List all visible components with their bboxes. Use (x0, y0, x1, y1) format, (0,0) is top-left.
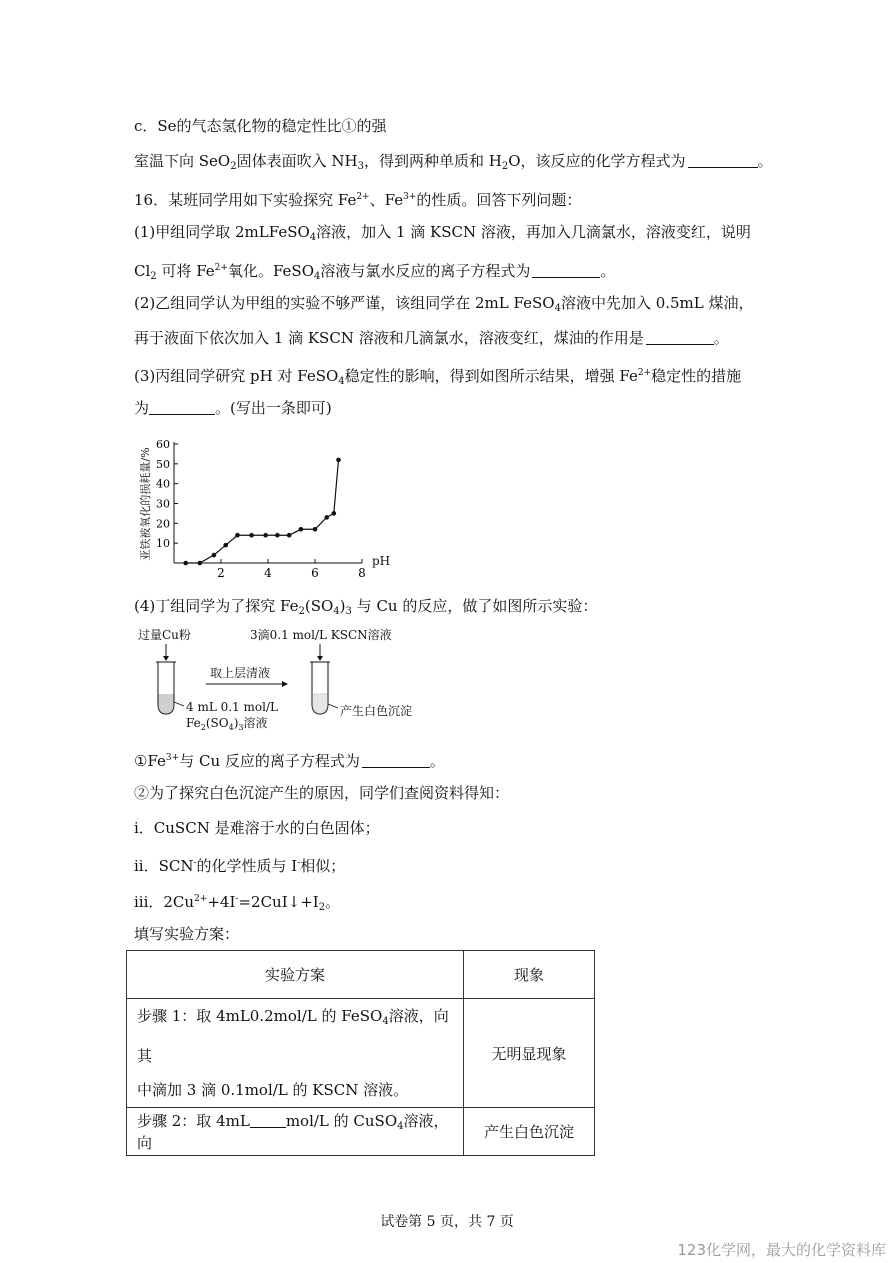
answer-blank[interactable] (646, 330, 714, 345)
p3-text-2: 稳定性的影响，得到如图所示结果，增强 Fe (344, 367, 638, 385)
arrow-label: 取上层清液 (210, 666, 271, 680)
p1c-text-4: 溶液与氯水反应的离子方程式为 (320, 262, 531, 280)
table-header-row (127, 951, 595, 999)
row1-text-3: 中滴加 3 滴 0.1mol/L 的 KSCN 溶液。 (137, 1081, 409, 1099)
p3-text-3: 稳定性的措施 (651, 367, 742, 385)
data-point (249, 533, 254, 538)
p1c-text-2: 可将 Fe (156, 262, 215, 280)
subscript: 4 (338, 376, 345, 387)
data-point (287, 533, 292, 538)
c-option-line (134, 116, 387, 136)
superscript: 2+ (356, 192, 370, 202)
part-4-line (134, 596, 597, 622)
data-point (263, 533, 268, 538)
series-line (186, 460, 339, 563)
cu-powder-label: 过量Cu粉 (138, 628, 191, 642)
info-iii-text-2: +4I (207, 893, 236, 911)
answer-blank[interactable] (688, 153, 758, 168)
data-point (299, 527, 304, 532)
row2-text-3: 溶液，向 (137, 1112, 449, 1152)
superscript: 2+ (194, 894, 208, 904)
subscript: 4 (314, 271, 321, 282)
answer-blank[interactable] (250, 1113, 286, 1128)
sub-1-line (134, 748, 445, 771)
data-point (275, 533, 280, 538)
arrow-head (317, 656, 323, 661)
pointer-line (174, 702, 184, 706)
p2c-text: 再于液面下依次加入 1 滴 KSCN 溶液和几滴氯水，溶液变红，煤油的作用是 (134, 329, 644, 347)
info-ii-line (134, 853, 345, 876)
part-2-cont-line (134, 328, 729, 348)
period: 。 (757, 152, 773, 170)
info-ii-text-3: 相似； (300, 857, 346, 875)
fill-plan-line (134, 924, 239, 944)
part-2-line (134, 293, 754, 319)
s1-text-1: ①Fe (134, 752, 166, 770)
superscript: 3+ (403, 192, 417, 202)
data-point (235, 533, 240, 538)
y-ticks (156, 438, 178, 550)
subscript: 3 (238, 723, 244, 732)
p2-text-2: 溶液中先加入 0.5mL 煤油， (560, 294, 754, 312)
p1c-text-1: Cl (134, 262, 151, 280)
ph-chart (134, 430, 394, 580)
tube-label-part: (SO (205, 716, 229, 730)
info-iii-text-4: 。 (325, 893, 341, 911)
sub-2-line (134, 783, 509, 803)
seo2-text-1: 室温下向 SeO (134, 152, 231, 170)
seo2-question-line (134, 151, 773, 177)
data-point (313, 527, 318, 532)
subscript: 2 (318, 902, 326, 913)
info-ii-text-1: ii．SCN (134, 857, 194, 875)
x-tick-label: 8 (358, 566, 366, 580)
p3-text-1: (3)丙组同学研究 pH 对 FeSO (134, 367, 339, 385)
seo2-text-4: O，该反应的化学方程式为 (508, 152, 686, 170)
info-ii-text-2: 的化学性质与 I (196, 857, 298, 875)
part-1-cont-line (134, 258, 615, 287)
header-plan: 实验方案 (127, 951, 464, 999)
p4-text-4: 与 Cu 的反应，做了如图所示实验： (351, 597, 598, 615)
row1-text-1: 步骤 1：取 4mL0.2mol/L 的 FeSO (137, 1007, 383, 1025)
x-tick-label: 6 (311, 566, 319, 580)
chart-ylabel: 亚铁被氧化的损耗量/% (139, 447, 152, 561)
y-tick-label: 50 (156, 457, 170, 471)
x-tick-label: 4 (264, 566, 272, 580)
info-iii-text-3: =2CuI↓+I (238, 893, 319, 911)
question-16-line (134, 187, 581, 210)
data-point (324, 515, 329, 520)
row2-text-2: mol/L 的 CuSO (285, 1112, 398, 1130)
y-tick-label: 40 (156, 477, 170, 491)
period: 。 (429, 752, 445, 770)
info-i-line (134, 818, 380, 838)
subscript: 4 (309, 232, 317, 243)
y-tick-label: 10 (156, 537, 170, 551)
superscript: 2+ (214, 263, 228, 273)
y-tick-label: 20 (156, 517, 170, 531)
c-option-text: c．Se的气态氢化物的稳定性比①的强 (134, 117, 387, 135)
liquid-left (159, 694, 174, 714)
subscript: 2 (298, 606, 305, 617)
x-ticks (217, 559, 366, 580)
subscript: 2 (200, 723, 206, 732)
row1-plan (127, 999, 464, 1108)
data-point (183, 561, 188, 566)
subscript: 2 (150, 271, 157, 282)
s1-text-2: 与 Cu 反应的离子方程式为 (179, 752, 360, 770)
kscn-label: 3滴0.1 mol/L KSCN溶液 (250, 628, 392, 642)
subscript: 4 (333, 606, 340, 617)
row2-text-1: 步骤 2：取 4mL (137, 1112, 250, 1130)
q16-text-3: 的性质。回答下列问题： (416, 191, 582, 209)
y-tick-label: 60 (156, 438, 170, 451)
data-point (332, 511, 337, 516)
arrow-head (282, 681, 288, 687)
watermark: 123化学网，最大的化学资料库 (677, 1241, 886, 1259)
header-observation: 现象 (464, 951, 595, 999)
subscript: 2 (501, 161, 509, 172)
s2-text: ②为了探究白色沉淀产生的原因，同学们查阅资料得知： (134, 784, 510, 802)
arrow-head (163, 656, 169, 661)
tube-left-label-2 (186, 716, 268, 735)
tube-label-part: 溶液 (243, 716, 268, 730)
superscript: - (193, 858, 197, 868)
seo2-text-3: ，得到两种单质和 H (363, 152, 502, 170)
superscript: 2+ (637, 368, 652, 378)
info-iii-text-1: iii．2Cu (134, 893, 195, 911)
series-points (183, 458, 340, 566)
tube-left-label-1: 4 mL 0.1 mol/L (186, 700, 278, 714)
chart-xlabel: pH (372, 554, 391, 568)
subscript: 4 (228, 723, 234, 732)
superscript: - (297, 858, 301, 868)
superscript: - (235, 894, 239, 904)
p3c-text-2: 。(写出一条即可) (215, 399, 332, 417)
pointer-line (328, 704, 338, 708)
answer-blank[interactable] (362, 753, 430, 768)
page-footer: 试卷第 5 页，共 7 页 (380, 1214, 514, 1230)
q16-text-2: 、Fe (369, 191, 404, 209)
data-point (198, 561, 203, 566)
period: 。 (600, 262, 616, 280)
experiment-table (126, 950, 595, 1156)
y-tick-label: 30 (156, 497, 170, 511)
subscript: 4 (382, 1016, 389, 1027)
p4-text-3: ) (339, 597, 346, 615)
answer-blank[interactable] (149, 400, 215, 415)
subscript: 4 (397, 1121, 404, 1132)
table-row (127, 1108, 595, 1156)
tube-label-part: Fe (186, 716, 201, 730)
row1-observation: 无明显现象 (464, 999, 595, 1108)
p2-text-1: (2)乙组同学认为甲组的实验不够严谨，该组同学在 2mL FeSO (134, 294, 555, 312)
q16-text-1: 16．某班同学用如下实验探究 Fe (134, 191, 357, 209)
tube-right-label: 产生白色沉淀 (340, 704, 413, 718)
part-1-line (134, 222, 751, 248)
row2-observation: 产生白色沉淀 (464, 1108, 595, 1156)
row2-plan (127, 1108, 464, 1156)
period: 。 (713, 329, 729, 347)
tube-label-part: ) (233, 716, 239, 730)
answer-blank[interactable] (532, 263, 600, 278)
data-point (223, 543, 228, 548)
row1-text-2: 溶液，向其 (137, 1007, 449, 1065)
p3c-text-1: 为 (134, 399, 150, 417)
subscript: 3 (345, 606, 352, 617)
fill-plan-text: 填写实验方案： (134, 925, 240, 943)
part-3-cont-line (134, 398, 332, 418)
p4-text-2: (SO (304, 597, 334, 615)
part-3-line (134, 363, 741, 392)
experiment-figure (134, 624, 434, 732)
x-tick-label: 2 (217, 566, 225, 580)
data-point (212, 553, 217, 558)
table-row (127, 999, 595, 1108)
data-point (336, 458, 341, 463)
subscript: 4 (554, 303, 561, 314)
p1-text-2: 溶液，加入 1 滴 KSCN 溶液，再加入几滴氯水，溶液变红，说明 (316, 223, 751, 241)
precipitate-right (313, 694, 328, 714)
p4-text-1: (4)丁组同学为了探究 Fe (134, 597, 299, 615)
subscript: 2 (230, 161, 237, 172)
info-i-text: i．CuSCN 是难溶于水的白色固体； (134, 819, 380, 837)
seo2-text-2: 固体表面吹入 NH (236, 152, 358, 170)
p1-text-1: (1)甲组同学取 2mLFeSO (134, 223, 310, 241)
info-iii-line (134, 889, 340, 918)
superscript: 3+ (165, 753, 180, 763)
p1c-text-3: 氧化。FeSO (227, 262, 314, 280)
subscript: 3 (357, 161, 364, 172)
